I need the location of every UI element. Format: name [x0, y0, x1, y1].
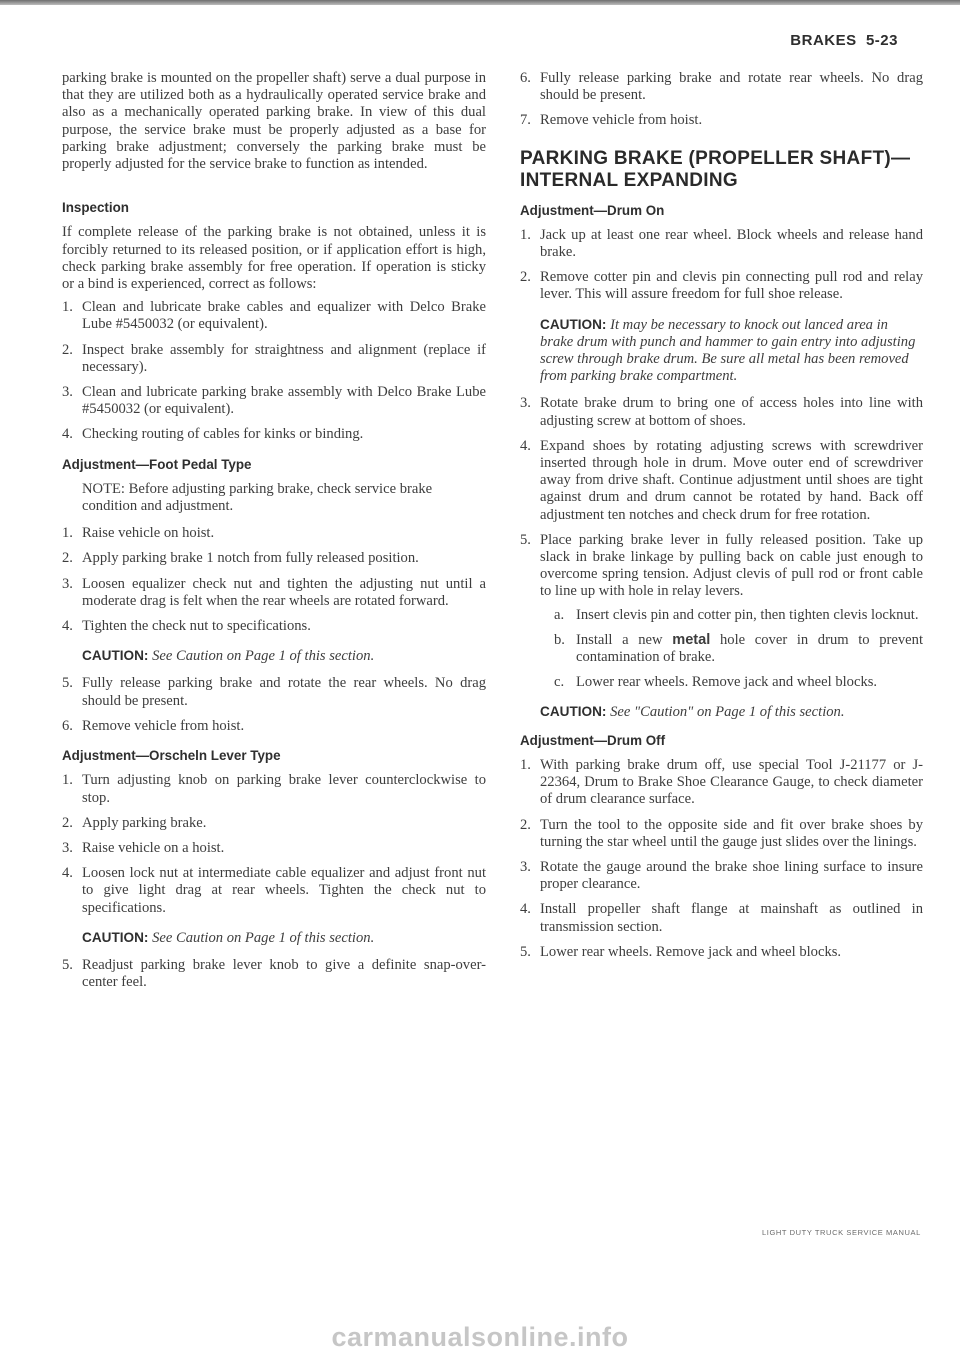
inspection-steps: [62, 299, 486, 443]
foot-pedal-steps: [62, 525, 486, 635]
list-item: 6. Fully release parking brake and rotate rear wheels. No drag should be present.: [520, 70, 923, 104]
list-item: 1. Clean and lubricate brake cables and equalizer with Delco Brake Lube #5450032 (or equivalent).: [62, 299, 486, 333]
list-item: 4. Tighten the check nut to specifications.: [62, 618, 311, 635]
list-item: 1. Jack up at least one rear wheel. Block wheels and release hand brake.: [520, 226, 923, 261]
list-item: 5. Fully release parking brake and rotate the rear wheels. No drag should be present.: [62, 675, 486, 709]
orscheln-heading: Adjustment—Orscheln Lever Type: [62, 748, 281, 764]
list-item: 5. Place parking brake lever in fully released position. Take up slack in brake linkage by pulling back on cable just enough to overcome spring tension. Adjust clevis of pull rod or front cable to line up with hole in relay levers. a. Insert clevis pin and cotter pin, then tighten clevis locknut. b. Install a new metal hole cover in drum to prevent contamination of brake. c. Lower rear wheels. Remove jack and wheel blocks.: [520, 531, 924, 691]
top-rule: [0, 0, 960, 5]
intro-paragraph: parking brake is mounted on the propeller shaft) serve a dual purpose in that they are utilized both as a hydraulically operated service brake and also as a mechanically operated parking brake. In view of this dual purpose, the service brake must be properly adjusted as a base for parking brake adjustment; conversely the parking brake must be properly adjusted for the service brake to function as intended.: [62, 70, 486, 173]
watermark-link[interactable]: carmanualsonline.info: [331, 1322, 629, 1352]
drum-on-heading: Adjustment—Drum On: [520, 202, 665, 218]
list-item: 2. Apply parking brake 1 notch from fully released position.: [62, 550, 419, 567]
list-item: 1. With parking brake drum off, use special Tool J-21177 or J-22364, Drum to Brake Shoe Clearance Gauge, to check diameter of drum clearance surface.: [520, 756, 923, 808]
list-item: 5. Readjust parking brake lever knob to give a definite snap-over-center feel.: [62, 956, 486, 991]
header-page-number: 5-23: [865, 32, 898, 49]
list-item: a. Insert clevis pin and cotter pin, then tighten clevis locknut.: [554, 606, 919, 623]
list-item: 3. Rotate brake drum to bring one of access holes into line with adjusting screw at bottom of shoes.: [520, 395, 923, 429]
list-item: 3. Clean and lubricate parking brake assembly with Delco Brake Lube #5450032 (or equivalent).: [62, 384, 486, 418]
foot-pedal-caution: CAUTION: See Caution on Page 1 of this section.: [82, 648, 375, 665]
list-item: 4. Checking routing of cables for kinks or binding.: [62, 426, 364, 443]
list-item: 7. Remove vehicle from hoist.: [520, 112, 703, 129]
list-item: 6. Remove vehicle from hoist.: [62, 717, 245, 734]
list-item: 2. Apply parking brake.: [62, 814, 207, 831]
list-item: 5. Lower rear wheels. Remove jack and wheel blocks.: [520, 943, 842, 960]
foot-pedal-note: NOTE: Before adjusting parking brake, check service brake condition and adjustment.: [82, 480, 433, 515]
list-item: 2. Turn the tool to the opposite side and fit over brake shoes by turning the star wheel until the gauge just slides over the linings.: [520, 816, 923, 850]
list-item: 4. Install propeller shaft flange at mainshaft as outlined in transmission section.: [520, 901, 923, 935]
drum-off-heading: Adjustment—Drum Off: [520, 732, 666, 748]
drum-on-caution-2: CAUTION: See "Caution" on Page 1 of this section.: [540, 704, 845, 721]
list-item: 2. Inspect brake assembly for straightness and alignment (replace if necessary).: [62, 341, 486, 375]
orscheln-caution: CAUTION: See Caution on Page 1 of this section.: [82, 929, 375, 946]
foot-pedal-heading: Adjustment—Foot Pedal Type: [62, 456, 252, 472]
inspection-heading: Inspection: [62, 200, 129, 216]
list-item: 4. Expand shoes by rotating adjusting screws with screwdriver inserted through hole in drum. Move outer end of screwdriver away from drive shaft. Continue adjustment until shoes are tight against drum and drum cannot be rotated by hand. Back off adjustment ten notches and check drum for free rotation.: [520, 437, 923, 523]
list-item: 3. Loosen equalizer check nut and tighten the adjusting nut until a moderate drag is felt when the rear wheels are rotated forward.: [62, 575, 486, 609]
manual-footer: LIGHT DUTY TRUCK SERVICE MANUAL: [762, 1228, 921, 1237]
section-title: PARKING BRAKE (PROPELLER SHAFT)— INTERNAL EXPANDING: [520, 147, 911, 191]
list-item: 1. Raise vehicle on hoist.: [62, 525, 215, 542]
drum-on-substeps: [540, 607, 923, 692]
drum-off-steps: [520, 757, 923, 961]
list-item: b. Install a new metal hole cover in drum to prevent contamination of brake.: [554, 631, 924, 666]
left-column: [62, 70, 486, 1003]
header-section: BRAKES: [790, 32, 857, 49]
drum-on-steps: [520, 227, 923, 304]
orscheln-steps-continued: [62, 957, 486, 991]
list-item: 4. Loosen lock nut at intermediate cable equalizer and adjust front nut to give light drag at rear wheels. Tighten the check nut to specifications.: [62, 865, 486, 916]
list-item: c. Lower rear wheels. Remove jack and wheel blocks.: [554, 674, 878, 691]
foot-pedal-steps-continued: [62, 675, 486, 735]
list-item: 2. Remove cotter pin and clevis pin connecting pull rod and relay lever. This will assure freedom for full shoe release.: [520, 269, 923, 303]
drum-on-caution: CAUTION: It may be necessary to knock out lanced area in brake drum with punch and hammer to gain entry into adjusting screw through brake drum. Be sure all metal has been removed from parking brake compartment.: [540, 316, 916, 385]
page-header: [790, 32, 898, 49]
right-column: [520, 70, 923, 973]
orscheln-steps: [62, 772, 486, 916]
list-item: 3. Raise vehicle on a hoist.: [62, 839, 225, 856]
drum-on-steps-continued: [520, 395, 923, 691]
list-item: 1. Turn adjusting knob on parking brake lever counterclockwise to stop.: [62, 772, 486, 806]
inspection-paragraph: If complete release of the parking brake is not obtained, unless it is forcibly returned to its released position, or if application effort is high, check parking brake assembly for free operation. If operation is sticky or a bind is experienced, correct as follows:: [62, 224, 486, 293]
list-item: 3. Rotate the gauge around the brake shoe lining surface to insure proper clearance.: [520, 858, 923, 893]
continued-steps: [520, 70, 923, 130]
